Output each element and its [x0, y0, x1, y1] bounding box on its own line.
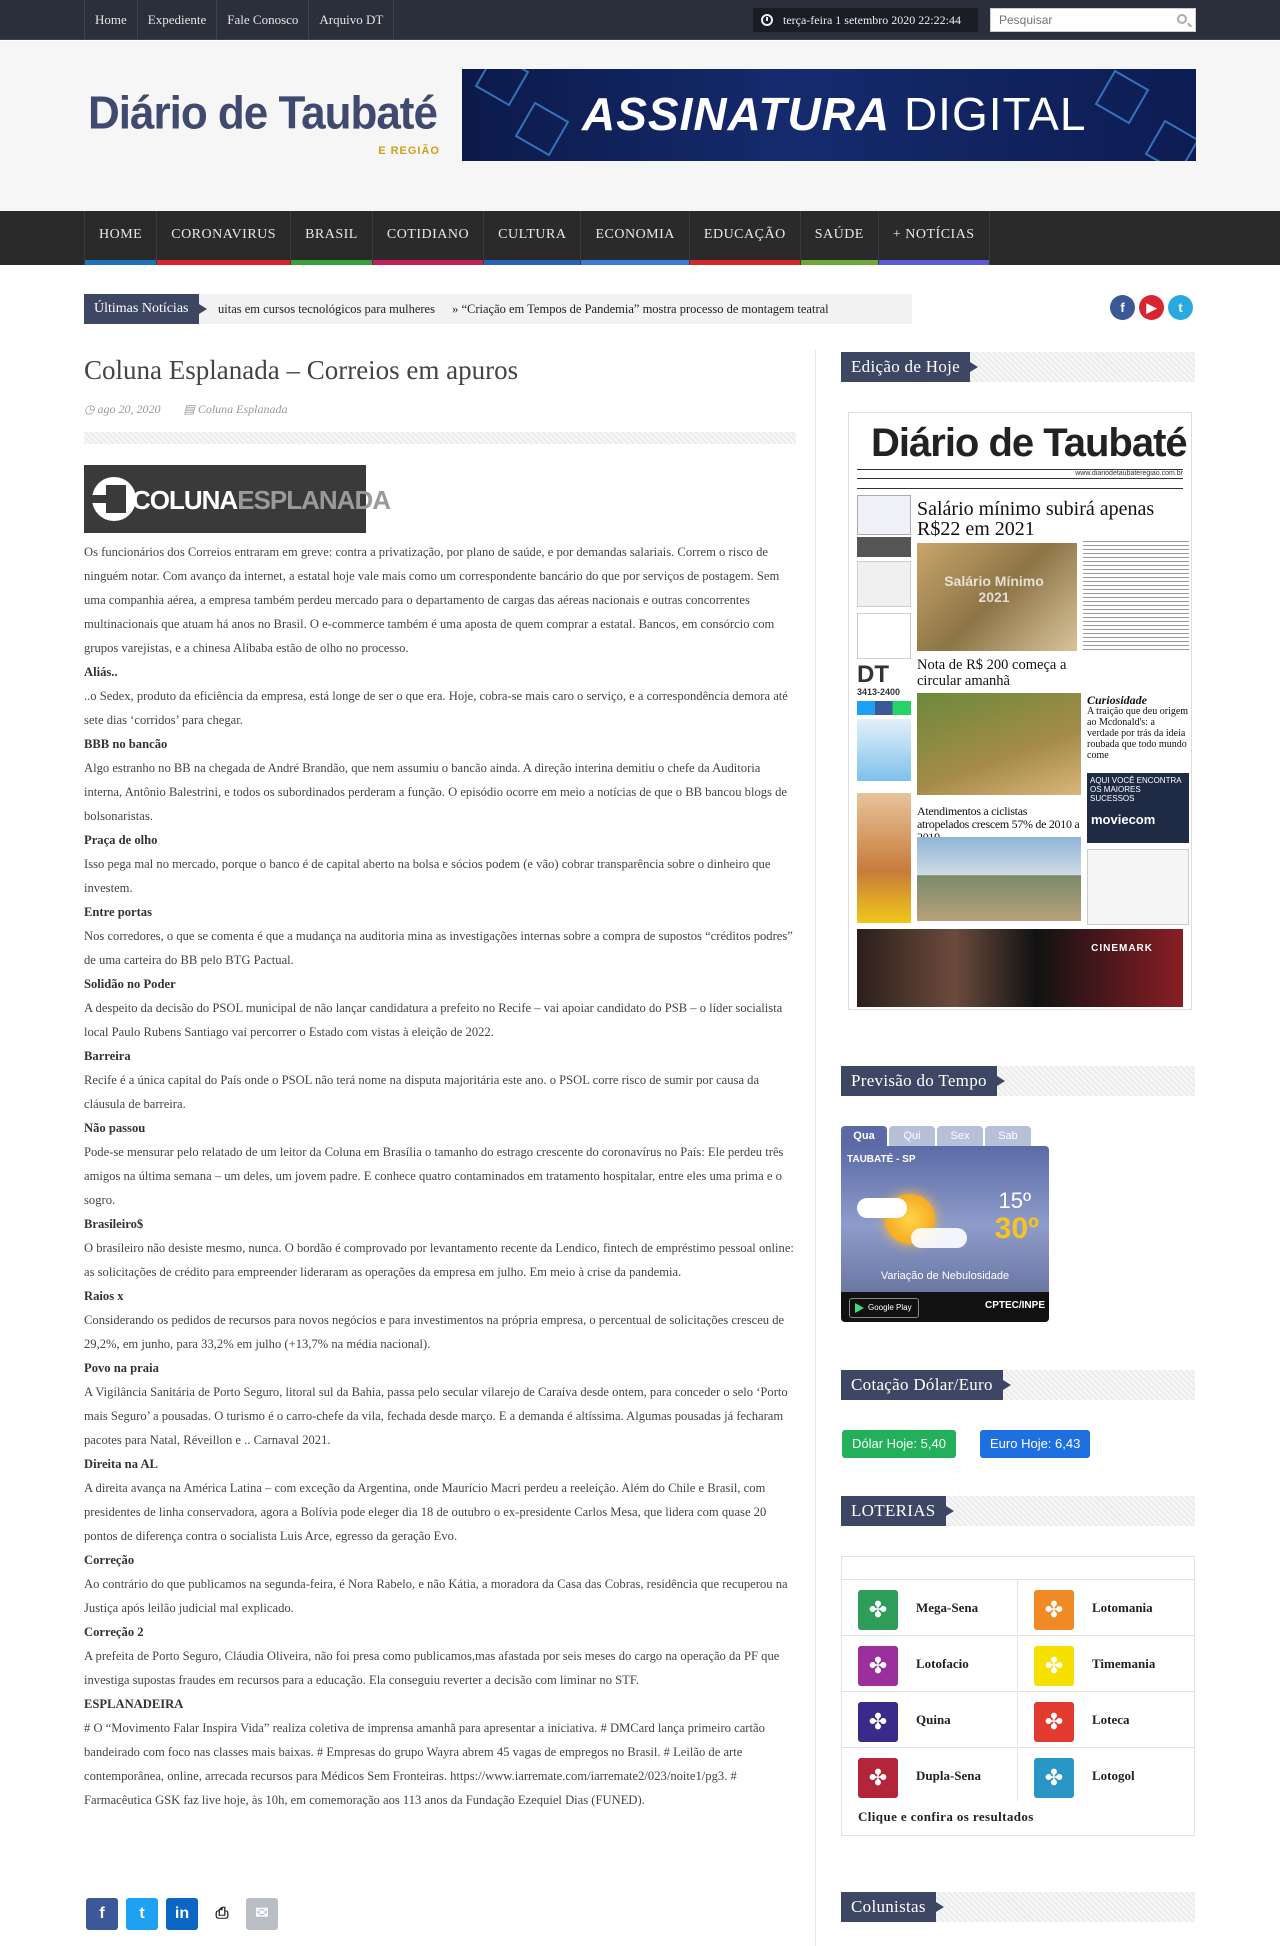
cloud-icon	[911, 1228, 967, 1248]
weather-tab[interactable]: Sex	[937, 1126, 983, 1146]
edition-headline-1: Salário mínimo subirá apenas R$22 em 2021	[917, 498, 1155, 540]
lottery-name: Lotogol	[1092, 1768, 1135, 1783]
article-paragraph: Pode-se mensurar pelo relatado de um leitor da Coluna em Brasília o tamanho do estrago crescente do coronavírus no País: Ele perdeu três amigos na última semana – um deles, um jovem padre. E conhece quatro contaminados em tratamento hospitalar, entre eles uma prima e o sogro.	[84, 1145, 784, 1207]
main-nav-item[interactable]: BRASIL	[291, 211, 373, 265]
lottery-item[interactable]	[1018, 1635, 1194, 1689]
ticker-label: Últimas Notícias	[84, 294, 199, 324]
weather-tab[interactable]: Qui	[889, 1126, 935, 1146]
article-paragraph: Ao contrário do que publicamos na segunda-feira, é Nora Rabelo, e não Kátia, a moradora da Casa das Cobras, residência que recuperou na Justiça após leilão judicial mal explicado.	[84, 1577, 788, 1615]
mall-ad	[857, 495, 911, 535]
article-paragraph: A prefeita de Porto Seguro, Cláudia Oliveira, não foi presa como publicamos,mas afastada por seis meses do cargo na operação da PF que investiga supostas fraudes em recursos para a educação. Ela conseguiu reverter a decisão com liminar no STF.	[84, 1649, 780, 1687]
hexagon-decoration	[515, 102, 570, 157]
date-time	[753, 8, 978, 32]
widget-title-lotteries: LOTERIAS	[841, 1496, 1195, 1526]
youtube-icon[interactable]: ▶	[1139, 295, 1164, 320]
edition-headline-3: Atendimentos a ciclistas atropelados crescem 57% de 2010 a	[917, 804, 1080, 831]
top-nav-home[interactable]: Home	[84, 0, 138, 40]
article-category[interactable]: ▤ Coluna Esplanada	[183, 402, 288, 416]
main-nav	[0, 211, 1280, 265]
lottery-item[interactable]	[842, 1691, 1018, 1745]
article-subheading: ESPLANADEIRA	[84, 1697, 184, 1711]
weather-card	[841, 1146, 1049, 1322]
top-nav	[84, 0, 394, 40]
weather-description: Variação de Nebulosidade	[880, 1270, 1010, 1282]
edition-small-ad	[857, 613, 911, 659]
dt-logo: DT	[857, 661, 889, 688]
edition-photo-cyclists	[917, 837, 1081, 921]
article-paragraph: A direita avança na América Latina – com exceção da Argentina, onde Maurício Macri perdeu a reeleição. Além do Chile e Brasil, com presidentes de linha conservadora, agora a Bolívia pode eleger dia 18 de outubro o ex-presidente Carlos Mesa, que lidera com quase 20 pontos de diferença contra o socialista Luis Arce, egresso da geração Evo.	[84, 1481, 767, 1543]
main-nav-item[interactable]: HOME	[84, 211, 157, 265]
top-nav-arquivo-dt[interactable]: Arquivo DT	[309, 0, 394, 40]
weather-widget	[841, 1126, 1049, 1324]
main-nav-item[interactable]: COTIDIANO	[373, 211, 484, 265]
lottery-item[interactable]	[1018, 1691, 1194, 1745]
article-paragraph: Nos corredores, o que se comenta é que a mudança na auditoria mina as investigações internas sobre a compra de supostos “créditos podres” de uma carteira do BB pelo BTG Pactual.	[84, 929, 793, 967]
article-subheading: Povo na praia	[84, 1361, 159, 1375]
edition-text-columns	[1083, 541, 1189, 651]
edition-left-column	[857, 495, 911, 781]
weather-tab[interactable]: Qua	[841, 1126, 887, 1146]
lottery-item[interactable]	[842, 1747, 1018, 1801]
article-paragraph: A Vigilância Sanitária de Porto Seguro, litoral sul da Bahia, passa pelo secular vilarejo de Caraíva desde ontem, para conceder o selo ‘Porto mais Seguro’ a pousadas. O turismo é o carro-chefe da vila, fechada desde março. E a demanda é altíssima. Algumas pousadas já fecharam pacotes para Natal, Réveillon e .. Carnaval 2021.	[84, 1385, 788, 1447]
article-subheading: Direita na AL	[84, 1457, 158, 1471]
sidebar-divider	[815, 350, 816, 1946]
arrow-logo-icon	[92, 477, 136, 521]
search-box	[990, 8, 1196, 32]
facebook-icon[interactable]: f	[1110, 295, 1135, 320]
lotteries-widget	[841, 1556, 1195, 1836]
article-subheading: Entre portas	[84, 905, 152, 919]
article-subheading: BBB no bancão	[84, 737, 168, 751]
main-nav-item[interactable]: + NOTÍCIAS	[879, 211, 990, 265]
edition-ads-box	[1087, 849, 1189, 925]
lottery-name: Timemania	[1092, 1656, 1156, 1671]
clover-icon	[1034, 1646, 1074, 1686]
lottery-name: Quina	[916, 1712, 951, 1727]
edition-social-strip	[857, 701, 911, 715]
article-paragraph: Recife é a única capital do País onde o PSOL não terá nome na disputa majoritária este ano. o PSOL corre risco de sumir por causa da cláusula de barreira.	[84, 1073, 760, 1111]
lottery-item[interactable]	[842, 1635, 1018, 1689]
lottery-name: Lotomania	[1092, 1600, 1153, 1615]
article-paragraph: Algo estranho no BB na chegada de André Brandão, que nem assumiu o bancão ainda. A direção interina demitiu o chefe da Auditoria interna, Antônio Balestrini, e todos os subordinados perderam a função. O episódio ocorre em meio a notícias de que o BB bancou blogs de bolsonaristas.	[84, 761, 787, 823]
hexagon-decoration	[1145, 120, 1196, 161]
edition-photo-person	[857, 793, 911, 923]
article-body	[84, 540, 800, 1812]
dollar-rate: Dólar Hoje: 5,40	[842, 1430, 956, 1458]
temperature-max: 30º	[994, 1212, 1039, 1245]
column-banner	[84, 465, 391, 533]
ticker-item[interactable]: uitas em cursos tecnológicos para mulheres	[218, 302, 435, 316]
euro-rate: Euro Hoje: 6,43	[980, 1430, 1090, 1458]
clover-icon	[1034, 1702, 1074, 1742]
top-nav-fale-conosco[interactable]: Fale Conosco	[217, 0, 309, 40]
article-subheading: Correção 2	[84, 1625, 144, 1639]
search-input[interactable]	[991, 9, 1171, 31]
lottery-name: Lotofacio	[916, 1656, 969, 1671]
article-subheading: Não passou	[84, 1121, 146, 1135]
clover-icon	[858, 1758, 898, 1798]
article-separator	[84, 432, 796, 444]
edition-small-ad	[857, 561, 911, 607]
weather-city: TAUBATÉ - SP	[847, 1154, 916, 1165]
today-edition[interactable]	[848, 412, 1192, 1010]
main-nav-item[interactable]: EDUCAÇÃO	[690, 211, 801, 265]
date-time-text: terça-feira 1 setembro 2020 22:22:44	[783, 13, 961, 27]
edition-url: www.diariodetaubateregiao.com.br	[857, 469, 1183, 479]
lotteries-results-link[interactable]: Clique e confira os resultados	[858, 1809, 1034, 1824]
lottery-name: Dupla-Sena	[916, 1768, 982, 1783]
subscription-banner[interactable]	[462, 69, 1196, 161]
google-play-badge[interactable]: Google Play	[849, 1298, 919, 1318]
article-subheading: Barreira	[84, 1049, 131, 1063]
article-subheading: Brasileiro$	[84, 1217, 144, 1231]
weather-footer	[841, 1292, 1049, 1322]
logo-name: Diário de Taubaté	[88, 87, 437, 140]
lottery-item[interactable]	[1018, 1579, 1194, 1633]
edition-photo-money	[917, 543, 1077, 651]
cloud-icon	[857, 1198, 907, 1218]
widget-title-columnists: Colunistas	[841, 1892, 1195, 1922]
edition-headline-2: Nota de R$ 200 começa a circular amanhã	[917, 657, 1067, 689]
lottery-item[interactable]	[842, 1579, 1018, 1633]
article-paragraph: ..o Sedex, produto da eficiência da empresa, está longe de ser o que era. Hoje, cobra-se mais caro o serviço, e a correspondência demora até sete dias ‘corridos’ para chegar.	[84, 689, 788, 727]
weather-source: CPTEC/INPE	[984, 1300, 1045, 1311]
column-banner-text: COLUNAESPLANADA	[132, 485, 391, 515]
article-subheading: Aliás..	[84, 665, 118, 679]
temperature-min: 15º	[998, 1188, 1031, 1213]
widget-title-weather: Previsão do Tempo	[841, 1066, 1195, 1096]
search-icon[interactable]	[1177, 14, 1187, 24]
edition-weather-box	[857, 719, 911, 781]
twitter-icon[interactable]: t	[1168, 295, 1193, 320]
ticker-item[interactable]: » “Criação em Tempos de Pandemia” mostra processo de montagem teatral	[452, 302, 829, 316]
news-ticker	[84, 294, 912, 324]
edition-small-ad	[857, 537, 911, 557]
article-subheading: Correção	[84, 1553, 135, 1567]
share-linkedin-button[interactable]: in	[166, 1898, 198, 1930]
share-twitter-button[interactable]: t	[126, 1898, 158, 1930]
clover-icon	[858, 1702, 898, 1742]
site-header	[0, 41, 1280, 211]
hexagon-decoration	[1095, 70, 1150, 125]
article-subheading: Solidão no Poder	[84, 977, 176, 991]
article-date: ◷ ago 20, 2020	[84, 402, 161, 416]
ticker-items	[218, 294, 908, 324]
hexagon-decoration	[475, 69, 530, 106]
weather-tab[interactable]: Sab	[985, 1126, 1031, 1146]
widget-title-currency: Cotação Dólar/Euro	[841, 1370, 1195, 1400]
banner-text: ASSINATURA DIGITAL	[582, 88, 1087, 140]
curiosity-label: Curiosidade	[1087, 693, 1148, 707]
edition-rule	[857, 483, 1183, 489]
share-email-button[interactable]: ✉	[246, 1898, 278, 1930]
main-nav-item[interactable]: CULTURA	[484, 211, 581, 265]
edition-cinema-ad: CINEMARK	[857, 929, 1183, 1007]
article-paragraph: A despeito da decisão do PSOL municipal de não lançar candidatura a prefeito no Recife – vai apoiar candidato do PSB – o líder socialista local Paulo Rubens Santiago vai percorrer o Estado com vistas à eleição de 2022.	[84, 1001, 783, 1039]
share-print-button[interactable]: ⎙	[206, 1898, 238, 1930]
article-paragraph: Isso pega mal no mercado, porque o banco é de capital aberto na bolsa e sócios podem (e vão) cobrar transparência sobre o dinheiro que investem.	[84, 857, 771, 895]
clock-icon	[761, 14, 773, 26]
edition-photo-wolf	[917, 693, 1081, 795]
lottery-item[interactable]	[1018, 1747, 1194, 1801]
edition-moviecom-ad: AQUI VOCÊ ENCONTRA OS MAIORES SUCESSOS moviecom	[1087, 773, 1189, 843]
article-meta	[84, 402, 308, 417]
lottery-name: Mega-Sena	[916, 1600, 979, 1615]
logo-subtitle: E REGIÃO	[378, 145, 440, 157]
curiosity-text: A traição que deu origem ao Mcdonald's: a verdade por trás da ideia roubada que todo mundo come	[1087, 706, 1189, 761]
main-nav-item[interactable]: ECONOMIA	[581, 211, 689, 265]
site-logo[interactable]	[88, 89, 440, 159]
widget-title-edition: Edição de Hoje	[841, 352, 1195, 382]
article-title: Coluna Esplanada – Correios em apuros	[84, 355, 519, 385]
edition-masthead: Diário de Taubaté	[871, 421, 1187, 465]
clover-icon	[1034, 1758, 1074, 1798]
article-subheading: Raios x	[84, 1289, 124, 1303]
article-paragraph: Os funcionários dos Correios entraram em greve: contra a privatização, por plano de saúde, e por demandas salariais. Correm o risco de ninguém notar. Com avanço da internet, a estatal hoje vale mais como um correspondente bancário do que por serviços de postagem. Sem uma companhia aérea, a empresa também perdeu mercado para o departamento de cargas das aéreas nacionais e outras concorrentes multinacionais que atuam há anos no Brasil. O e-commerce também é uma aposta de quem comprar a estatal. Bancos, em consórcio com grupos varejistas, e a chinesa Alibaba estão de olho no processo.	[84, 545, 780, 655]
social-links	[1110, 295, 1193, 320]
article-subheading: Praça de olho	[84, 833, 158, 847]
share-buttons	[86, 1898, 278, 1930]
clover-icon	[1034, 1590, 1074, 1630]
dt-phone: 3413-2400	[857, 687, 901, 697]
article-paragraph: # O “Movimento Falar Inspira Vida” realiza coletiva de imprensa amanhã para apresentar a iniciativa. # DMCard lança primeiro cartão bandeirado com foco nas classes mais baixas. # Empresas do grupo Wayra abrem 45 vagas de empregos no Brasil. # Leilão de arte contemporânea, online, arrecada recursos para Médicos Sem Fronteiras. https://www.iarremate.com/iarremate2/023/noite1/pg3. # Farmacêutica GSK faz live hoje, às 10h, em comemoração aos 113 anos da Fundação Ezequiel Dias (FUNED).	[84, 1721, 765, 1807]
article-paragraph: O brasileiro não desiste mesmo, nunca. O bordão é comprovado por levantamento recente da Lendico, fintech de empréstimo pessoal online: as solicitações de crédito para empreender lideraram as operações da empresa em julho. Em meio à crise da pandemia.	[84, 1241, 794, 1279]
main-nav-item[interactable]: CORONAVIRUS	[157, 211, 291, 265]
share-facebook-button[interactable]: f	[86, 1898, 118, 1930]
top-bar	[0, 0, 1280, 40]
weather-tabs	[841, 1126, 1031, 1146]
clover-icon	[858, 1646, 898, 1686]
article-paragraph: Considerando os pedidos de recursos para novos negócios e para investimentos na própria empresa, o percentual de solicitações cresceu de 29,2%, em junho, para 33,2% em julho (+13,7% na média nacional).	[84, 1313, 785, 1351]
top-nav-expediente[interactable]: Expediente	[138, 0, 217, 40]
lottery-name: Loteca	[1092, 1712, 1130, 1727]
edition-curiosity	[1087, 695, 1189, 761]
main-nav-item[interactable]: SAÚDE	[801, 211, 879, 265]
clover-icon	[858, 1590, 898, 1630]
